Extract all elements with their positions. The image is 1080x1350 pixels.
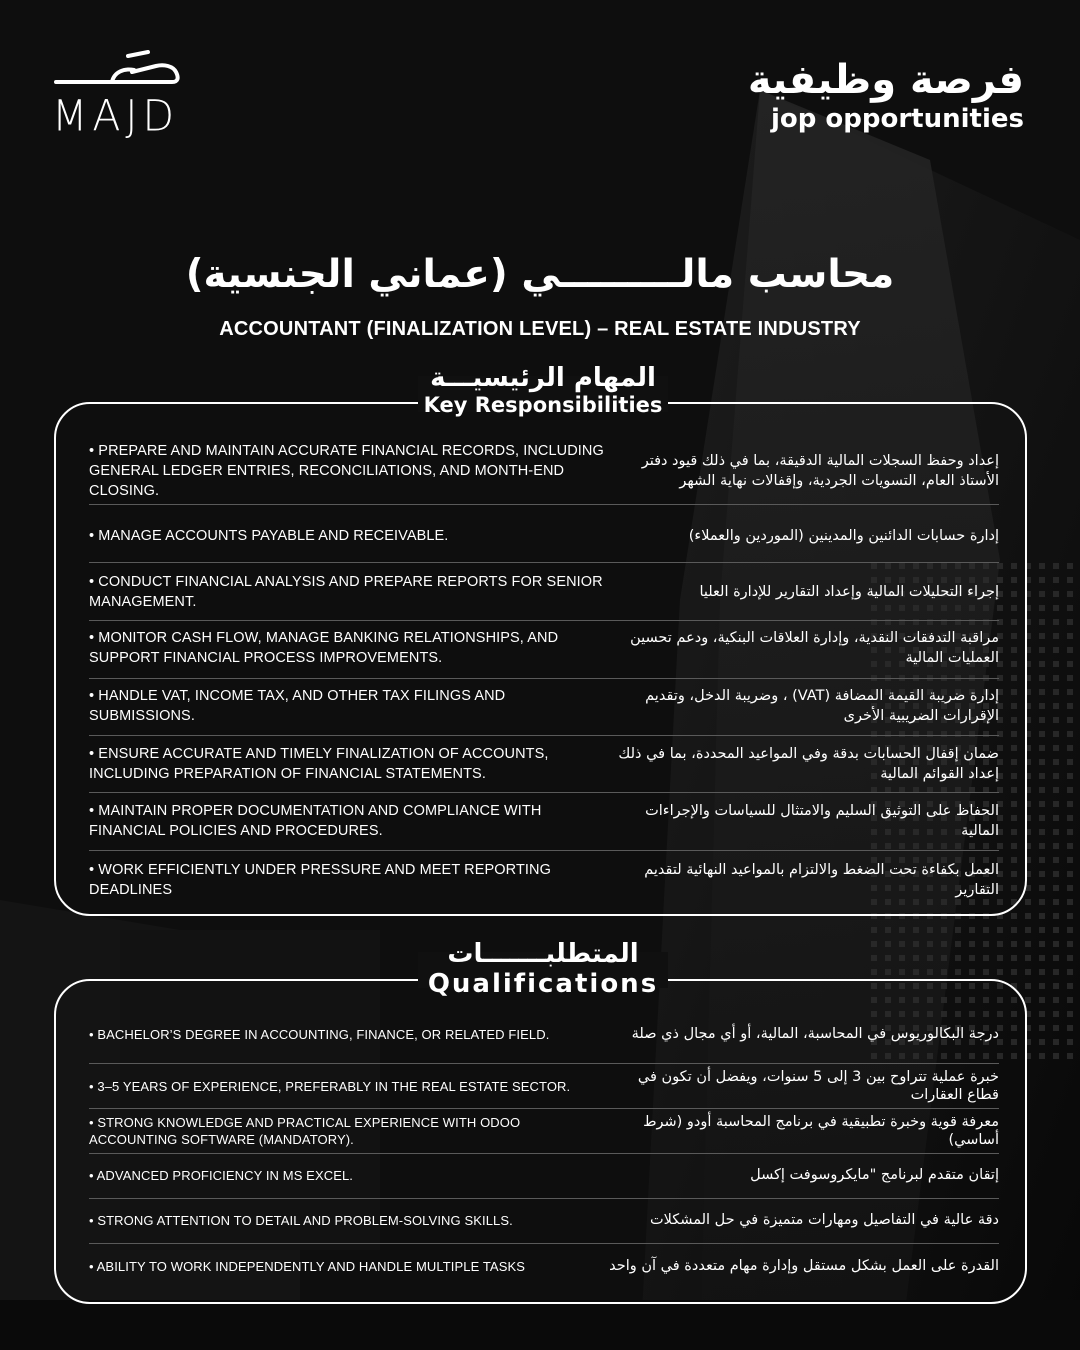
responsibility-row: • HANDLE VAT, INCOME TAX, AND OTHER TAX FILINGS AND SUBMISSIONS. إدارة ضريبة القيمة المضافة (VAT) ، وضريبة الدخل، وتقديم الإقرارات الضريبية الأخرى <box>89 688 999 724</box>
responsibility-row: • PREPARE AND MAINTAIN ACCURATE FINANCIAL RECORDS, INCLUDING GENERAL LEDGER ENTRIES, RECONCILIATIONS, AND MONTH-END CLOSING. إعداد وحفظ السجلات المالية الدقيقة، بما في ذلك قيود دفتر الأستاذ العام، التسويات الجردية، وإقفالات نهاية الشهر <box>89 443 999 499</box>
header-title-en: jop opportunities <box>770 104 1024 134</box>
divider <box>89 1243 999 1244</box>
majd-logo <box>52 50 192 142</box>
job-title-en: ACCOUNTANT (FINALIZATION LEVEL) – REAL ESTATE INDUSTRY <box>219 318 861 340</box>
divider <box>89 1153 999 1154</box>
qualification-row: • ADVANCED PROFICIENCY IN MS EXCEL. إتقان متقدم لبرنامج "مايكروسوفت إكسل <box>89 1167 999 1183</box>
qualification-row: • ABILITY TO WORK INDEPENDENTLY AND HANDLE MULTIPLE TASKS القدرة على العمل بشكل مستقل وإدارة مهام متعددة في آن واحد <box>89 1258 999 1274</box>
divider <box>89 792 999 793</box>
qualifications-heading-en: Qualifications <box>427 968 659 999</box>
responsibilities-heading-en: Key Responsibilities <box>423 392 663 417</box>
responsibilities-heading <box>418 364 668 417</box>
divider <box>89 620 999 621</box>
divider <box>89 1063 999 1064</box>
responsibility-row: • WORK EFFICIENTLY UNDER PRESSURE AND MEET REPORTING DEADLINES العمل بكفاءة تحت الضغط والالتزام بالمواعيد النهائية لتقديم التقارير <box>89 862 999 898</box>
responsibility-row: • ENSURE ACCURATE AND TIMELY FINALIZATION OF ACCOUNTS, INCLUDING PREPARATION OF FINANCIAL STATEMENTS. ضمان إقفال الحسابات بدقة وفي المواعيد المحددة، بما في ذلك إعداد القوائم المالية <box>89 746 999 782</box>
job-opportunity-header <box>748 58 1024 135</box>
responsibility-row: • CONDUCT FINANCIAL ANALYSIS AND PREPARE REPORTS FOR SENIOR MANAGEMENT. إجراء التحليلات المالية وإعداد التقارير للإدارة العليا <box>89 574 999 610</box>
divider <box>89 735 999 736</box>
responsibility-row: • MONITOR CASH FLOW, MANAGE BANKING RELATIONSHIPS, AND SUPPORT FINANCIAL PROCESS IMPROVEMENTS. مراقبة التدفقات النقدية، وإدارة العلاقات البنكية، ودعم تحسين العمليات المالية <box>89 630 999 666</box>
divider <box>89 678 999 679</box>
qualifications-heading-ar: المتطلبـــــــات <box>447 939 639 969</box>
responsibilities-heading-ar: المهام الرئيسيـــة <box>430 363 656 393</box>
responsibility-row: • MANAGE ACCOUNTS PAYABLE AND RECEIVABLE. إدارة حسابات الدائنين والمدينين (الموردين والعملاء) <box>89 528 999 544</box>
job-title-ar: محاسب مالـــــــــي (عماني الجنسية) <box>185 252 895 297</box>
qualification-row: • STRONG KNOWLEDGE AND PRACTICAL EXPERIENCE WITH ODOO ACCOUNTING SOFTWARE (MANDATORY). معرفة قوية وخبرة تطبيقية في برنامج المحاسبة أودو (شرط أساسي) <box>89 1114 999 1148</box>
qualification-row: • BACHELOR’S DEGREE IN ACCOUNTING, FINANCE, OR RELATED FIELD. درجة البكالوريوس في المحاسبة، المالية، أو أي مجال ذي صلة <box>89 1026 999 1042</box>
divider <box>89 562 999 563</box>
divider <box>89 1198 999 1199</box>
divider <box>89 850 999 851</box>
divider <box>89 504 999 505</box>
qualification-row: • STRONG ATTENTION TO DETAIL AND PROBLEM-SOLVING SKILLS. دقة عالية في التفاصيل ومهارات متميزة في حل المشكلات <box>89 1212 999 1228</box>
header-title-ar: فرصة وظيفية <box>747 57 1024 103</box>
qualifications-heading <box>418 940 668 998</box>
divider <box>89 1108 999 1109</box>
responsibility-row: • MAINTAIN PROPER DOCUMENTATION AND COMPLIANCE WITH FINANCIAL POLICIES AND PROCEDURES. الحفاظ على التوثيق السليم والامتثال للسياسات والإجراءات المالية <box>89 803 999 839</box>
qualification-row: • 3–5 YEARS OF EXPERIENCE, PREFERABLY IN THE REAL ESTATE SECTOR. خبرة عملية تتراوح بين 3 إلى 5 سنوات، ويفضل أن تكون في قطاع العقارات <box>89 1069 999 1103</box>
majd-wordmark: MAJD <box>52 90 180 142</box>
majd-arabic-logomark <box>52 50 180 90</box>
